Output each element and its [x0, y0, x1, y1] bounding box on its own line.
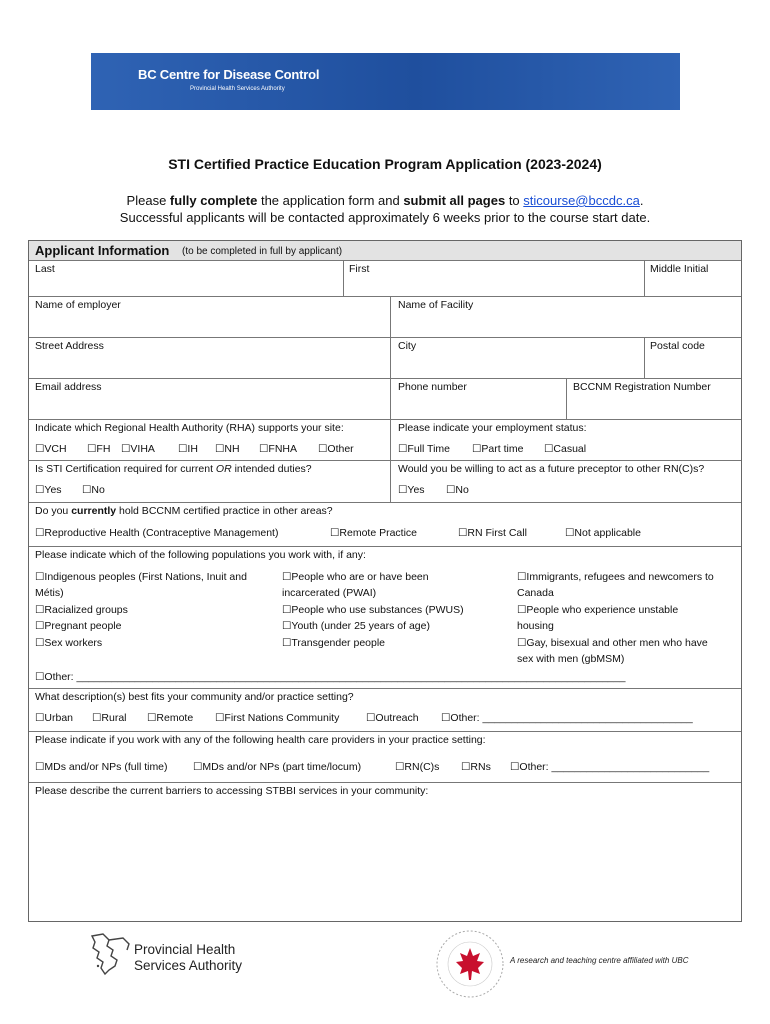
phsa-logo [89, 932, 243, 981]
barriers-textarea[interactable] [29, 782, 741, 921]
certified-practice-question [29, 502, 741, 547]
pop-youth-checkbox[interactable]: ☐Youth (under 25 years of age) [282, 620, 430, 632]
phsa-line-2: Services Authority [134, 958, 243, 973]
rha-fnha-checkbox[interactable]: ☐FNHA [259, 443, 297, 455]
community-label: What description(s) best fits your community and/or practice setting? [35, 691, 354, 703]
intro-text [0, 192, 770, 226]
first-name-field[interactable] [344, 260, 645, 297]
sti-required-no-checkbox[interactable]: ☐No [82, 484, 105, 496]
providers-rnc-checkbox[interactable]: ☐RN(C)s [395, 761, 440, 773]
community-other-field[interactable]: ☐Other: ____________________________________ [441, 712, 693, 724]
phsa-name [134, 942, 242, 974]
section-note: (to be completed in full by applicant) [182, 246, 343, 257]
street-address-label: Street Address [35, 340, 104, 352]
pop-pregnant-checkbox[interactable]: ☐Pregnant people [35, 620, 122, 632]
employer-label: Name of employer [35, 299, 121, 311]
first-name-label: First [349, 263, 370, 275]
facility-label: Name of Facility [398, 299, 474, 311]
certified-practice-bold: currently [71, 505, 117, 517]
preceptor-no-checkbox[interactable]: ☐No [446, 484, 469, 496]
page-title: STI Certified Practice Education Program Application (2023-2024) [168, 156, 602, 172]
sti-required-yes-checkbox[interactable]: ☐Yes [35, 484, 62, 496]
facility-field[interactable] [391, 296, 741, 338]
intro-bold-complete: fully complete [169, 193, 258, 208]
pop-transgender-checkbox[interactable]: ☐Transgender people [282, 637, 386, 649]
rha-viha-checkbox[interactable]: ☐VIHA [121, 443, 155, 455]
ubc-tagline: A research and teaching centre affiliated with UBC [510, 956, 689, 965]
rha-fh-checkbox[interactable]: ☐FH [87, 443, 111, 455]
middle-initial-field[interactable] [645, 260, 741, 297]
phone-number-field[interactable] [391, 378, 567, 420]
employment-status-question [391, 419, 741, 461]
providers-md-full-time-checkbox[interactable]: ☐MDs and/or NPs (full time) [35, 761, 168, 773]
email-link[interactable]: sticourse@bccdc.ca [523, 193, 640, 208]
providers-label: Please indicate if you work with any of the following health care providers in your practice setting: [35, 734, 486, 746]
rha-nh-checkbox[interactable]: ☐NH [215, 443, 240, 455]
populations-label: Please indicate which of the following populations you work with, if any: [35, 549, 366, 561]
pop-gbmsm-cont: sex with men (gbMSM) [517, 653, 625, 665]
community-rural-checkbox[interactable]: ☐Rural [92, 712, 127, 724]
community-outreach-checkbox[interactable]: ☐Outreach [366, 712, 419, 724]
pop-sex-workers-checkbox[interactable]: ☐Sex workers [35, 637, 103, 649]
providers-md-part-time-checkbox[interactable]: ☐MDs and/or NPs (part time/locum) [193, 761, 362, 773]
preceptor-question [391, 460, 741, 503]
rha-other-checkbox[interactable]: ☐Other [318, 443, 354, 455]
accreditation-seal-icon [434, 928, 506, 1000]
pop-pwai-cont: incarcerated (PWAI) [282, 587, 377, 599]
community-first-nations-checkbox[interactable]: ☐First Nations Community [215, 712, 340, 724]
intro-text-a: Please [126, 193, 170, 208]
community-remote-checkbox[interactable]: ☐Remote [147, 712, 194, 724]
employment-casual-checkbox[interactable]: ☐Casual [544, 443, 587, 455]
city-label: City [398, 340, 417, 352]
sti-required-question [29, 460, 391, 503]
bccnm-registration-field[interactable] [567, 378, 741, 420]
employment-status-label: Please indicate your employment status: [398, 422, 587, 434]
application-form [28, 240, 742, 922]
not-applicable-checkbox[interactable]: ☐Not applicable [565, 527, 641, 539]
employment-part-time-checkbox[interactable]: ☐Part time [472, 443, 524, 455]
sti-required-text-c: intended duties? [231, 463, 312, 475]
last-name-label: Last [35, 263, 55, 275]
intro-text-c: the application form and [257, 193, 404, 208]
pop-indigenous-cont: Métis) [35, 587, 64, 599]
certified-practice-text-a: Do you [35, 505, 72, 517]
reproductive-health-checkbox[interactable]: ☐Reproductive Health (Contraceptive Management) [35, 527, 279, 539]
section-title: Applicant Information [35, 243, 170, 258]
intro-line-1 [0, 192, 770, 209]
street-address-field[interactable] [29, 337, 391, 379]
pop-unstable-housing-cont: housing [517, 620, 554, 632]
last-name-field[interactable] [29, 260, 344, 297]
populations-question [29, 546, 741, 689]
phsa-line-1: Provincial Health [134, 942, 236, 957]
barriers-label: Please describe the current barriers to accessing STBBI services in your community: [35, 785, 429, 797]
providers-question [29, 731, 741, 783]
providers-rn-checkbox[interactable]: ☐RNs [461, 761, 491, 773]
intro-text-f: . [639, 193, 644, 208]
rha-ih-checkbox[interactable]: ☐IH [178, 443, 198, 455]
phone-number-label: Phone number [398, 381, 467, 393]
pop-pwai-checkbox[interactable]: ☐People who are or have been [282, 571, 429, 583]
section-header [29, 241, 741, 261]
middle-initial-label: Middle Initial [650, 263, 709, 275]
employer-field[interactable] [29, 296, 391, 338]
preceptor-label: Would you be willing to act as a future preceptor to other RN(C)s? [398, 463, 705, 475]
pop-gbmsm-checkbox[interactable]: ☐Gay, bisexual and other men who have [517, 637, 708, 649]
pop-unstable-housing-checkbox[interactable]: ☐People who experience unstable [517, 604, 679, 616]
pop-other-field[interactable]: ☐Other: ______________________________________________________________________________________________ [35, 671, 626, 683]
employment-full-time-checkbox[interactable]: ☐Full Time [398, 443, 451, 455]
certified-practice-label [35, 505, 333, 517]
postal-code-field[interactable] [645, 337, 741, 379]
pop-racialized-checkbox[interactable]: ☐Racialized groups [35, 604, 128, 616]
email-address-field[interactable] [29, 378, 391, 420]
email-address-label: Email address [35, 381, 102, 393]
intro-bold-submit: submit all pages [403, 193, 506, 208]
banner-title: BC Centre for Disease Control [138, 67, 320, 82]
rha-question [29, 419, 391, 461]
bc-map-icon [89, 932, 133, 976]
rha-question-label: Indicate which Regional Health Authority (RHA) supports your site: [35, 422, 344, 434]
bccnm-registration-label: BCCNM Registration Number [573, 381, 711, 393]
community-question [29, 688, 741, 732]
providers-other-field[interactable]: ☐Other: ___________________________ [510, 761, 710, 773]
preceptor-yes-checkbox[interactable]: ☐Yes [398, 484, 425, 496]
pop-immigrants-cont: Canada [517, 587, 554, 599]
pop-immigrants-checkbox[interactable]: ☐Immigrants, refugees and newcomers to [517, 571, 714, 583]
rn-first-call-checkbox[interactable]: ☐RN First Call [458, 527, 527, 539]
rha-vch-checkbox[interactable]: ☐VCH [35, 443, 67, 455]
bccdc-banner-logo [91, 53, 680, 110]
city-field[interactable] [391, 337, 645, 379]
certified-practice-text-c: hold BCCNM certified practice in other areas? [116, 505, 333, 517]
sti-required-or: OR [215, 463, 232, 475]
postal-code-label: Postal code [650, 340, 705, 352]
remote-practice-checkbox[interactable]: ☐Remote Practice [330, 527, 418, 539]
intro-text-e: to [505, 193, 524, 208]
banner-subtitle: Provincial Health Services Authority [190, 86, 285, 92]
intro-line-2: Successful applicants will be contacted approximately 6 weeks prior to the course start date. [119, 210, 651, 225]
sti-required-text-a: Is STI Certification required for current [35, 463, 216, 475]
pop-indigenous-checkbox[interactable]: ☐Indigenous peoples (First Nations, Inuit and [35, 571, 247, 583]
sti-required-label [35, 463, 312, 475]
pop-pwus-checkbox[interactable]: ☐People who use substances (PWUS) [282, 604, 464, 616]
community-urban-checkbox[interactable]: ☐Urban [35, 712, 74, 724]
